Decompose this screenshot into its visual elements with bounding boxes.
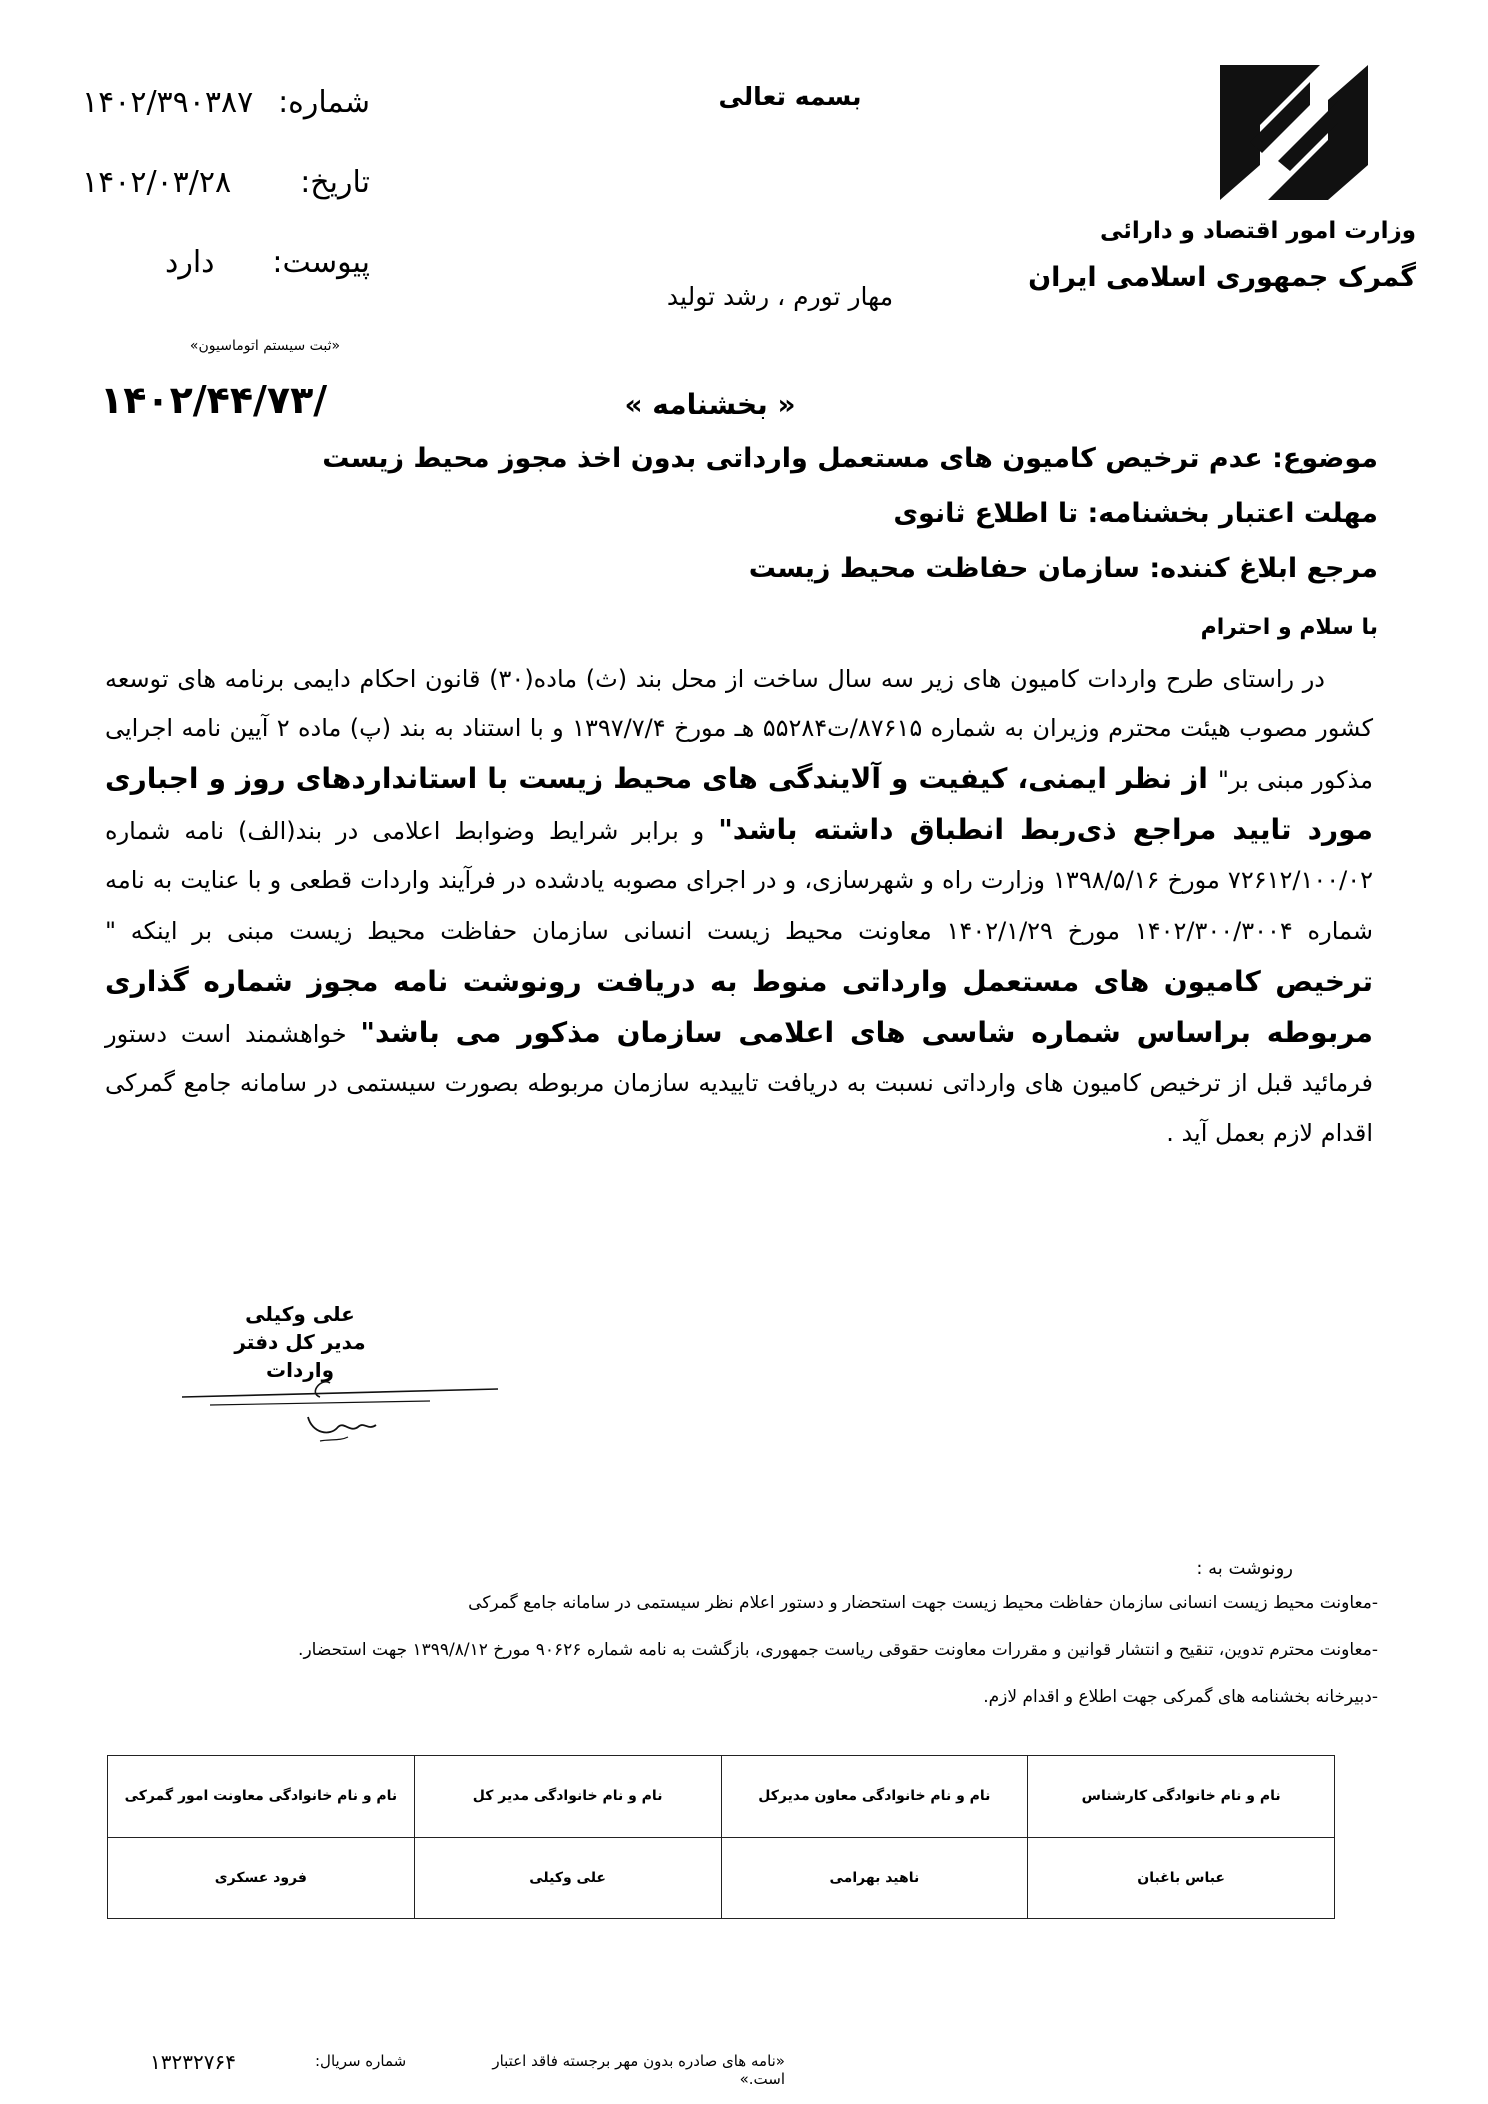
salutation: با سلام و احترام <box>1200 615 1378 640</box>
table-header-cell: نام و نام خانوادگی معاونت امور گمرکی <box>108 1756 415 1838</box>
body-highlight-2: ترخیص کامیون های مستعمل وارداتی منوط به دریافت رونوشت نامه مجوز شماره گذاری مربوطه براساس شماره شاسی های اعلامی سازمان مذکور می باشد" <box>105 964 1373 1050</box>
body-text-1: در راستای طرح واردات کامیون های زیر سه سال ساخت از محل بند (ث) ماده(۳۰) قانون احکام دایمی برنامه های توسعه کشور مصوب هیئت محترم وزیران به شماره ۸۷۶۱۵/ت۵۵۲۸۴ هـ مورخ ۱۳۹۷/۷/۴ و با استناد به بند (پ) ماده ۲ آیین نامه اجرایی مذکور مبنی بر" <box>105 665 1374 794</box>
letter-number-row <box>70 85 370 125</box>
attachment-row <box>70 245 370 285</box>
cc-item: -معاونت محترم تدوین، تنقیح و انتشار قوانین و مقررات معاونت حقوقی ریاست جمهوری، بازگشت به نامه شماره ۹۰۶۲۶ مورخ ۱۳۹۹/۸/۱۲ جهت استحضار. <box>298 1640 1378 1660</box>
approval-table <box>107 1755 1335 1919</box>
table-cell: عباس باغبان <box>1028 1837 1335 1919</box>
attachment-label: پیوست: <box>272 245 370 280</box>
signatory-title: مدیر کل دفتر واردات <box>234 1330 366 1382</box>
letter-date-value: ۱۴۰۲/۰۳/۲۸ <box>82 165 232 200</box>
circular-title: « بخشنامه » <box>624 388 796 421</box>
serial-label: شماره سریال: <box>315 2052 407 2070</box>
body-highlight-1: از نظر ایمنی، کیفیت و آلایندگی های محیط زیست با استانداردهای روز و اجباری مورد تایید مراجع ذی‌ربط انطباق داشته باشد" <box>105 761 1373 846</box>
handwritten-signature <box>180 1375 520 1455</box>
table-row <box>108 1837 1335 1919</box>
attachment-value: دارد <box>165 245 215 280</box>
body-text-3: خواهشمند است دستور فرمائید قبل از ترخیص کامیون های وارداتی نسبت به دریافت تاییدیه سازمان مربوطه بصورت سیستمی در سامانه جامع گمرکی اقدام لازم بعمل آید . <box>105 1020 1373 1147</box>
table-cell: فرود عسکری <box>108 1837 415 1919</box>
basmala: بسمه تعالی <box>718 82 862 111</box>
validity-line: مهلت اعتبار بخشنامه: تا اطلاع ثانوی <box>893 498 1378 529</box>
authority-line: مرجع ابلاغ کننده: سازمان حفاظت محیط زیست <box>748 553 1378 584</box>
table-header-cell: نام و نام خانوادگی کارشناس <box>1028 1756 1335 1838</box>
cc-item: -دبیرخانه بخشنامه های گمرکی جهت اطلاع و اقدام لازم. <box>983 1687 1378 1707</box>
table-header-cell: نام و نام خانوادگی مدیر کل <box>414 1756 721 1838</box>
serial-number: ۱۳۲۳۲۷۶۴ <box>150 2050 236 2074</box>
letter-number-label: شماره: <box>278 85 370 120</box>
letter-date-label: تاریخ: <box>300 165 370 200</box>
customs-logo-icon <box>1220 65 1368 200</box>
automation-number: ۱۴۰۲/۴۴/۷۳/ <box>100 378 328 422</box>
signatory-block <box>200 1300 400 1384</box>
ministry-name: وزارت امور اقتصاد و دارائی <box>1099 218 1416 244</box>
cc-title: رونوشت به : <box>1196 1558 1293 1579</box>
table-cell: علی وکیلی <box>414 1837 721 1919</box>
table-header-cell: نام و نام خانوادگی معاون مدیرکل <box>721 1756 1028 1838</box>
letter-number-value: ۱۴۰۲/۳۹۰۳۸۷ <box>82 85 254 120</box>
cc-item: -معاونت محیط زیست انسانی سازمان حفاظت محیط زیست جهت استحضار و دستور اعلام نظر سیستمی در سامانه جامع گمرکی <box>468 1593 1378 1613</box>
subject-line: موضوع: عدم ترخیص کامیون های مستعمل وارداتی بدون اخذ مجوز محیط زیست <box>322 443 1378 474</box>
validity-note: «نامه های صادره بدون مهر برجسته فاقد اعتبار است.» <box>492 2052 785 2088</box>
table-row <box>108 1756 1335 1838</box>
automation-note: «ثبت سیستم اتوماسیون» <box>189 338 341 354</box>
table-cell: ناهید بهرامی <box>721 1837 1028 1919</box>
customs-name: گمرک جمهوری اسلامی ایران <box>1028 262 1416 293</box>
body-text-2: و برابر شرایط وضوابط اعلامی در بند(الف) نامه شماره ۷۲۶۱۲/۱۰۰/۰۲ مورخ ۱۳۹۸/۵/۱۶ وزارت راه و شهرسازی، و در اجرای مصوبه یادشده در فرآیند واردات قطعی و با عنایت به نامه شماره ۱۴۰۲/۳۰۰/۳۰۰۴ مورخ ۱۴۰۲/۱/۲۹ معاونت محیط زیست انسانی سازمان حفاظت محیط زیست مبنی بر اینکه " <box>105 816 1374 946</box>
body-paragraph <box>105 655 1373 1158</box>
letter-date-row <box>70 165 370 205</box>
signatory-name: علی وکیلی <box>245 1302 355 1326</box>
year-slogan: مهار تورم ، رشد تولید <box>666 282 894 311</box>
